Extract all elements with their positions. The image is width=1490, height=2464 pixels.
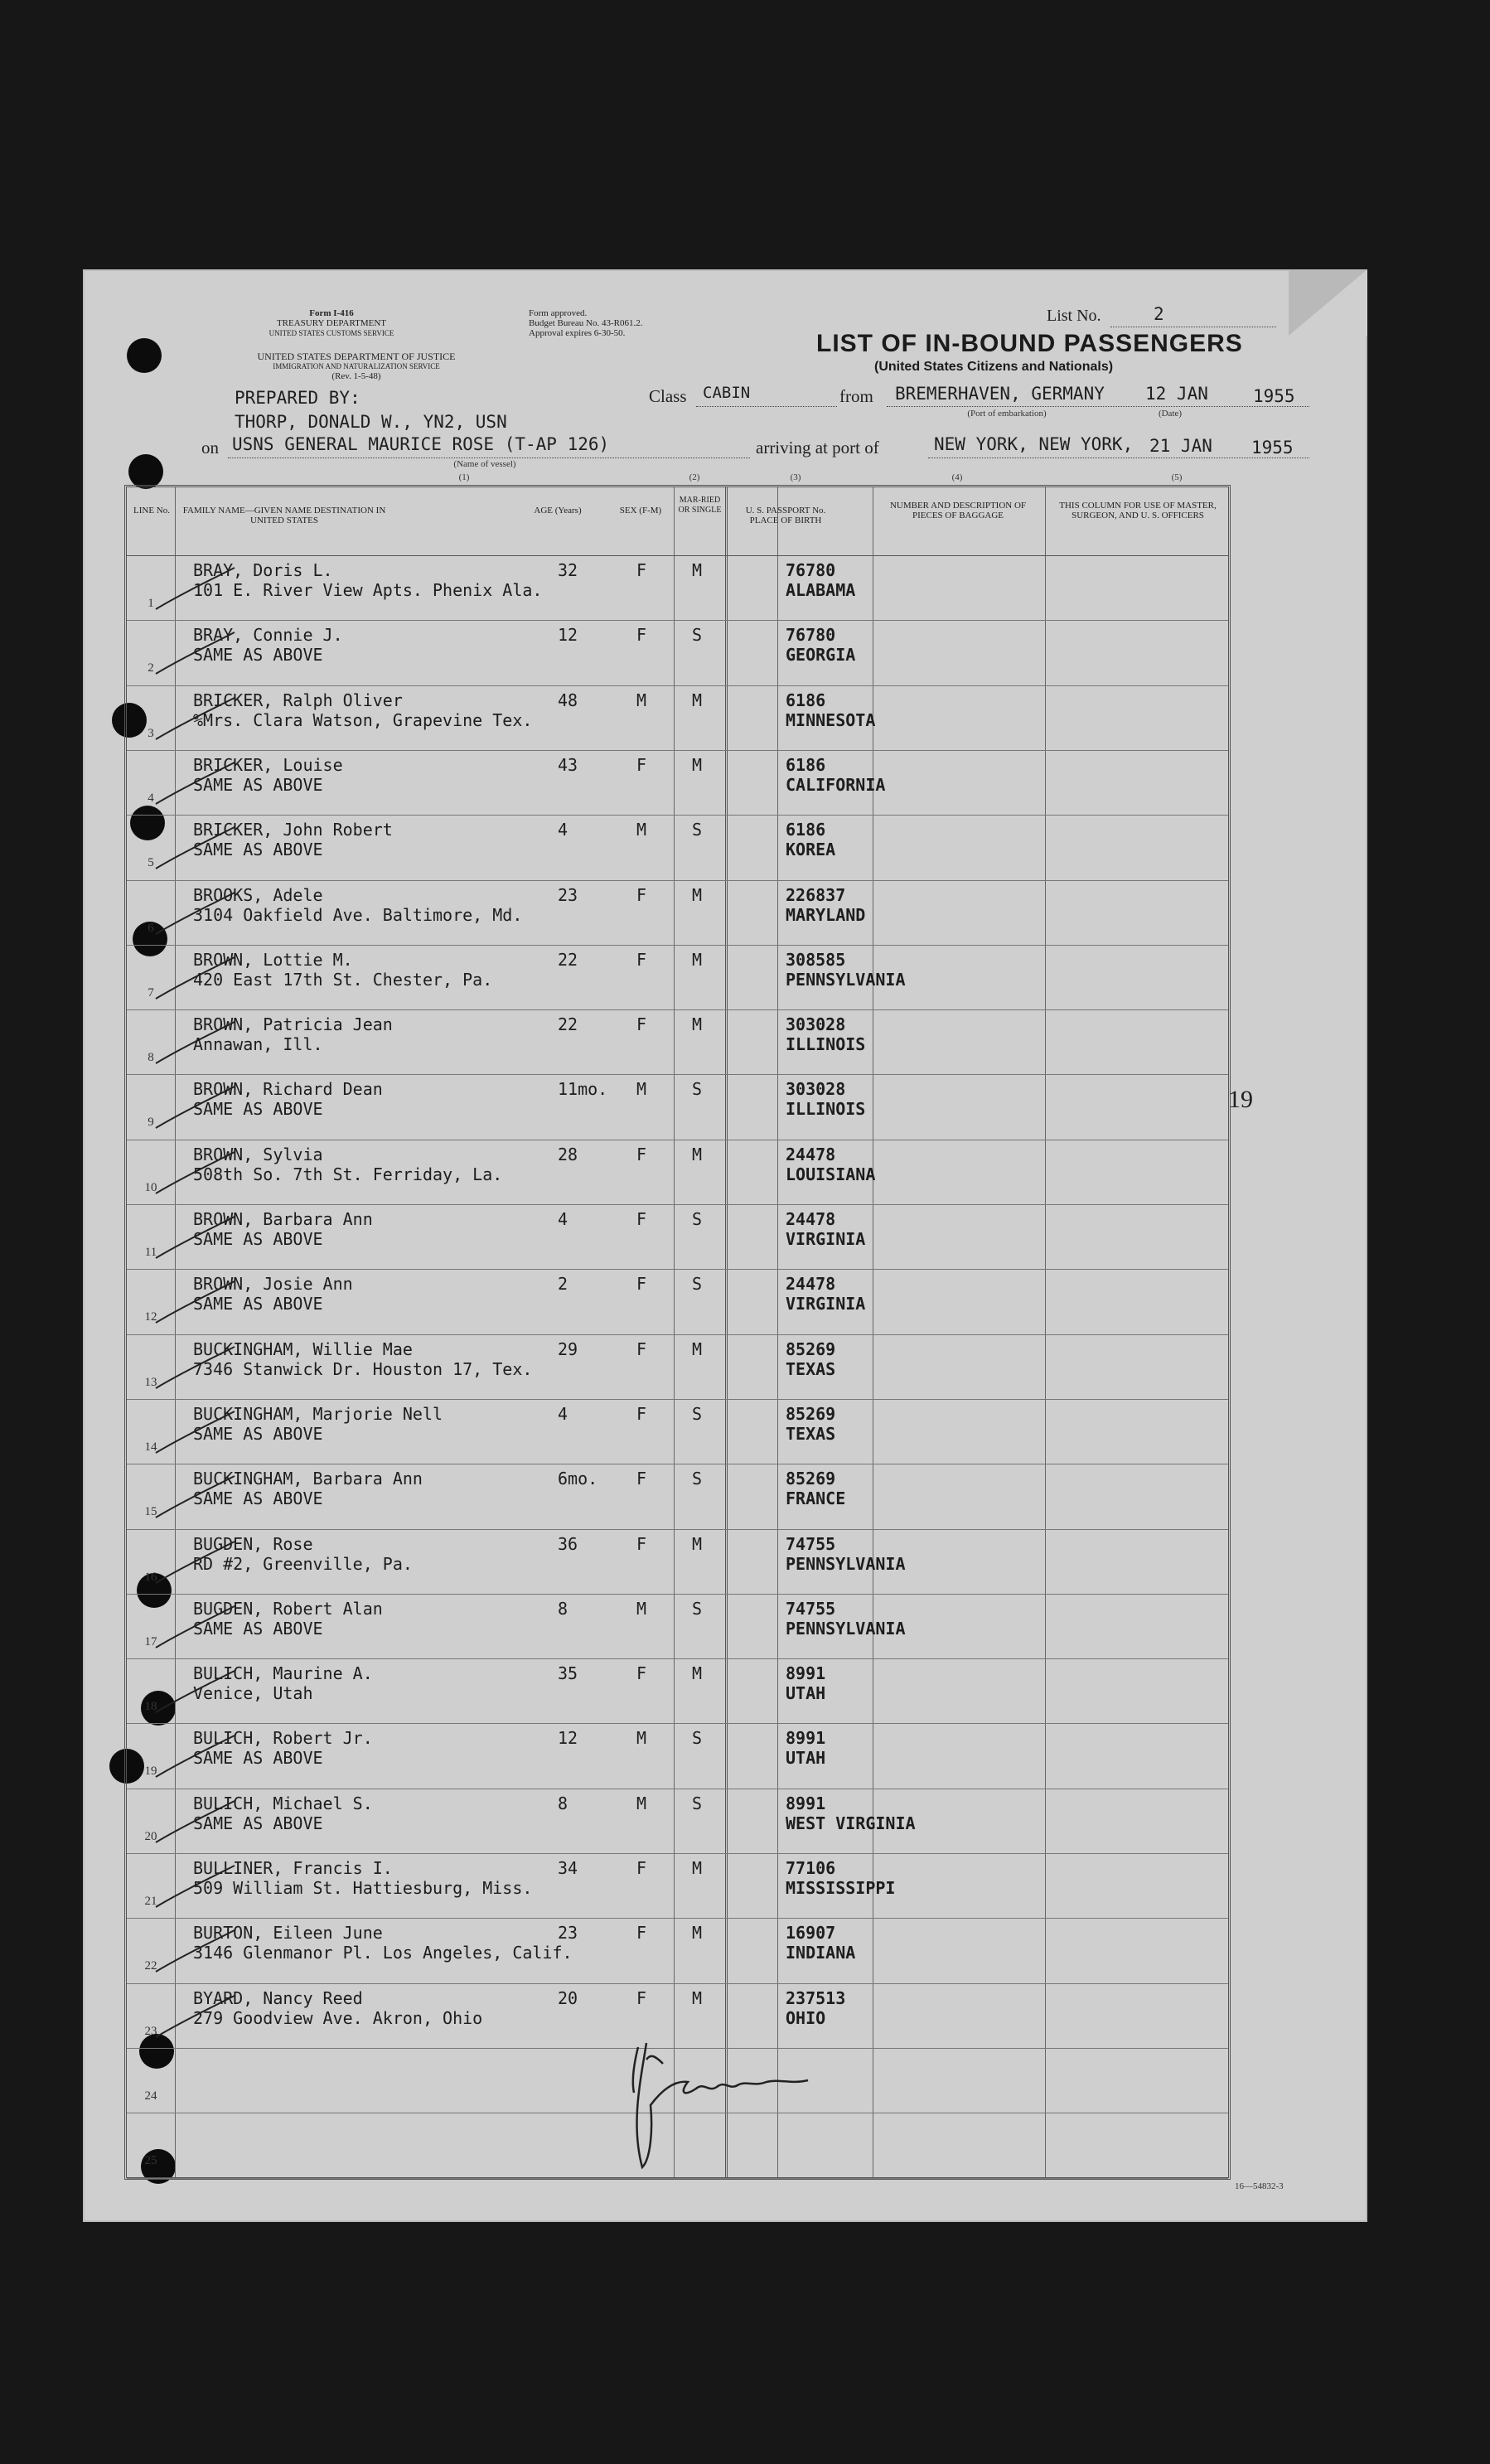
sex: M [636, 1728, 647, 1749]
age: 36 [558, 1533, 578, 1554]
row-divider [127, 750, 1228, 751]
place-of-birth: LOUISIANA [786, 1164, 876, 1184]
passenger-name: BULLINER, Francis I. [193, 1858, 393, 1878]
line-number: 16 [144, 1570, 157, 1584]
age: 23 [558, 1923, 578, 1944]
age: 43 [558, 754, 578, 775]
line-number: 23 [144, 2024, 157, 2038]
line-number: 12 [144, 1310, 157, 1324]
marital-status: M [692, 1338, 703, 1359]
check-mark [152, 628, 243, 678]
line-number: 20 [144, 1829, 157, 1843]
sex: F [636, 1533, 647, 1554]
line-number: 25 [144, 2154, 157, 2168]
marital-status: S [692, 625, 703, 646]
row-divider [127, 880, 1228, 881]
line-number: 13 [144, 1375, 157, 1389]
sex: F [636, 1014, 647, 1035]
form-header-left [249, 308, 414, 338]
date-caption: (Date) [1158, 409, 1183, 419]
place-of-birth: KOREA [786, 840, 836, 860]
passenger-name: BURTON, Eileen June [193, 1923, 383, 1944]
check-mark [152, 1602, 243, 1652]
destination: 101 E. River View Apts. Phenix Ala. [193, 580, 543, 600]
destination: SAME AS ABOVE [193, 1294, 323, 1314]
sex: F [636, 884, 647, 905]
marital-status: S [692, 1079, 703, 1100]
passenger-name: BULICH, Robert Jr. [193, 1728, 373, 1749]
marital-status: M [692, 884, 703, 905]
age: 12 [558, 625, 578, 646]
arrival-date: 21 JAN [1149, 436, 1212, 456]
sex: F [636, 1338, 647, 1359]
list-no-label: List No. [1047, 307, 1101, 325]
age: 8 [558, 1598, 568, 1619]
treasury-dept: TREASURY DEPARTMENT [276, 318, 387, 328]
approved-line3: Approval expires 6-30-50. [529, 328, 626, 338]
arrival-year: 1955 [1251, 438, 1294, 457]
check-mark [152, 953, 243, 1003]
destination: %Mrs. Clara Watson, Grapevine Tex. [193, 709, 533, 730]
place-of-birth: ILLINOIS [786, 1099, 866, 1120]
passenger-name: BUCKINGHAM, Marjorie Nell [193, 1403, 443, 1424]
passport-no: 76780 [786, 625, 836, 646]
place-of-birth: MARYLAND [786, 904, 866, 925]
check-mark [152, 1537, 243, 1587]
binder-hole [128, 454, 163, 489]
row-divider [127, 1074, 1228, 1075]
arrival-port: NEW YORK, NEW YORK, [934, 434, 1134, 454]
marital-status: M [692, 1014, 703, 1035]
sex: F [636, 1274, 647, 1295]
place-of-birth: GEORGIA [786, 645, 856, 666]
passenger-name: BROWN, Lottie M. [193, 949, 353, 970]
place-of-birth: MISSISSIPPI [786, 1878, 896, 1898]
vessel-name: USNS GENERAL MAURICE ROSE (T-AP 126) [232, 434, 610, 454]
passport-no: 74755 [786, 1533, 836, 1554]
passenger-name: BROWN, Richard Dean [193, 1079, 383, 1100]
line-number: 24 [144, 2089, 157, 2103]
passenger-name: BULICH, Michael S. [193, 1793, 373, 1813]
passport-no: 8991 [786, 1728, 826, 1749]
marital-status: M [692, 1858, 703, 1878]
check-mark [152, 564, 243, 613]
from-value: BREMERHAVEN, GERMANY [895, 384, 1105, 404]
destination: 279 Goodview Ave. Akron, Ohio [193, 2007, 483, 2028]
passenger-name: BUGDEN, Robert Alan [193, 1598, 383, 1619]
marital-status: M [692, 1533, 703, 1554]
class-underline [696, 406, 837, 407]
place-of-birth: INDIANA [786, 1943, 856, 1963]
sex: M [636, 1793, 647, 1813]
col-num-2: (2) [689, 472, 700, 482]
sex: F [636, 1209, 647, 1229]
age: 12 [558, 1728, 578, 1749]
row-divider [127, 1529, 1228, 1530]
check-mark [152, 694, 243, 743]
list-no-value: 2 [1154, 304, 1164, 324]
justice-dept: UNITED STATES DEPARTMENT OF JUSTICE [257, 351, 456, 362]
check-mark [152, 1731, 243, 1781]
row-divider [127, 1723, 1228, 1724]
line-number: 15 [144, 1505, 157, 1519]
age: 4 [558, 1209, 568, 1229]
age: 28 [558, 1144, 578, 1164]
passenger-name: BROOKS, Adele [193, 884, 323, 905]
col-header-officers: THIS COLUMN FOR USE OF MASTER, SURGEON, AND U. S. OFFICERS [1059, 501, 1217, 520]
marital-status: M [692, 949, 703, 970]
sex: F [636, 560, 647, 580]
approval-block [529, 308, 711, 338]
place-of-birth: WEST VIRGINIA [786, 1813, 916, 1833]
marital-status: S [692, 1209, 703, 1229]
passport-no: 24478 [786, 1209, 836, 1229]
passport-no: 16907 [786, 1923, 836, 1944]
place-of-birth: TEXAS [786, 1423, 836, 1444]
destination: 3146 Glenmanor Pl. Los Angeles, Calif. [193, 1943, 573, 1963]
place-of-birth: UTAH [786, 1683, 826, 1704]
destination: SAME AS ABOVE [193, 774, 323, 795]
row-divider [127, 1399, 1228, 1400]
passport-no: 24478 [786, 1274, 836, 1295]
destination: SAME AS ABOVE [193, 1489, 323, 1509]
row-divider [127, 1658, 1228, 1659]
sex: M [636, 1598, 647, 1619]
destination: SAME AS ABOVE [193, 1813, 323, 1833]
check-mark [152, 1343, 243, 1392]
age: 48 [558, 690, 578, 710]
page-corner-fold [1289, 269, 1367, 336]
approved-line1: Form approved. [529, 308, 588, 318]
place-of-birth: VIRGINIA [786, 1294, 866, 1314]
justice-header [191, 351, 522, 381]
marital-status: M [692, 1923, 703, 1944]
line-number: 7 [148, 985, 154, 1000]
approved-line2: Budget Bureau No. 43-R061.2. [529, 318, 643, 328]
destination: SAME AS ABOVE [193, 1618, 323, 1639]
age: 11mo. [558, 1079, 608, 1100]
marital-status: M [692, 1663, 703, 1684]
passenger-name: BRICKER, Louise [193, 754, 343, 775]
passenger-name: BUCKINGHAM, Willie Mae [193, 1338, 413, 1359]
check-mark [152, 1082, 243, 1132]
passenger-name: BUGDEN, Rose [193, 1533, 313, 1554]
place-of-birth: UTAH [786, 1748, 826, 1769]
col-divider [674, 487, 675, 2177]
vessel-caption: (Name of vessel) [453, 459, 516, 469]
age: 8 [558, 1793, 568, 1813]
destination: 3104 Oakfield Ave. Baltimore, Md. [193, 904, 523, 925]
row-divider [127, 2178, 1228, 2179]
check-mark [152, 758, 243, 808]
ins-service: IMMIGRATION AND NATURALIZATION SERVICE [273, 362, 440, 370]
destination: SAME AS ABOVE [193, 840, 323, 860]
marital-status: S [692, 1403, 703, 1424]
line-number: 21 [144, 1895, 157, 1908]
sex: F [636, 949, 647, 970]
form-number: Form I-416 [309, 308, 354, 318]
row-divider [127, 815, 1228, 816]
header-divider [127, 555, 1228, 556]
line-number: 1 [148, 597, 154, 610]
col-header-baggage: NUMBER AND DESCRIPTION OF PIECES OF BAGGAGE [889, 501, 1027, 520]
col-header-line: LINE No. [133, 506, 170, 516]
col-header-sex: SEX (F-M) [619, 506, 662, 516]
place-of-birth: ALABAMA [786, 580, 856, 600]
place-of-birth: PENNSYLVANIA [786, 969, 906, 990]
arrival-underline [928, 457, 1309, 458]
age: 22 [558, 949, 578, 970]
line-number: 10 [144, 1180, 157, 1194]
row-divider [127, 1009, 1228, 1010]
col-num-1: (1) [458, 472, 470, 482]
passenger-name: BYARD, Nancy Reed [193, 1987, 363, 2008]
vessel-underline [228, 457, 750, 458]
marital-status: M [692, 1144, 703, 1164]
sex: F [636, 1858, 647, 1878]
age: 6mo. [558, 1469, 598, 1489]
check-mark [152, 1797, 243, 1847]
passport-no: 8991 [786, 1663, 826, 1684]
line-number: 11 [144, 1246, 157, 1259]
passenger-name: BRICKER, John Robert [193, 820, 393, 840]
place-of-birth: PENNSYLVANIA [786, 1618, 906, 1639]
age: 2 [558, 1274, 568, 1295]
from-underline [887, 406, 1309, 407]
passport-no: 85269 [786, 1338, 836, 1359]
page-subtitle: (United States Citizens and Nationals) [874, 360, 1114, 374]
check-mark [152, 1667, 243, 1716]
row-divider [127, 945, 1228, 946]
col-header-name: FAMILY NAME—GIVEN NAME DESTINATION IN UNITED STATES [182, 506, 386, 525]
on-label: on [201, 438, 219, 457]
check-mark [152, 1213, 243, 1262]
age: 4 [558, 820, 568, 840]
passport-no: 308585 [786, 949, 846, 970]
passport-no: 74755 [786, 1598, 836, 1619]
age: 22 [558, 1014, 578, 1035]
check-mark [152, 1407, 243, 1457]
line-number: 3 [148, 726, 154, 740]
age: 4 [558, 1403, 568, 1424]
margin-note: 19 [1228, 1086, 1253, 1113]
age: 23 [558, 884, 578, 905]
age: 35 [558, 1663, 578, 1684]
passport-no: 76780 [786, 560, 836, 580]
sex: M [636, 1079, 647, 1100]
check-mark [152, 1861, 243, 1911]
passenger-name: BRAY, Connie J. [193, 625, 343, 646]
col-header-married: MAR-RIED OR SINGLE [678, 496, 722, 515]
destination: Annawan, Ill. [193, 1034, 323, 1055]
col-num-4: (4) [951, 472, 963, 482]
check-mark [152, 823, 243, 873]
col-divider [777, 487, 778, 2177]
marital-status: M [692, 690, 703, 710]
sex: F [636, 1923, 647, 1944]
destination: 420 East 17th St. Chester, Pa. [193, 969, 493, 990]
passenger-name: BUCKINGHAM, Barbara Ann [193, 1469, 423, 1489]
check-mark [152, 888, 243, 938]
age: 34 [558, 1858, 578, 1878]
passport-no: 6186 [786, 820, 826, 840]
port-embarkation-caption: (Port of embarkation) [967, 409, 1047, 419]
sex: M [636, 690, 647, 710]
passport-no: 303028 [786, 1079, 846, 1100]
check-mark [152, 1992, 243, 2041]
marital-status: S [692, 1793, 703, 1813]
destination: 509 William St. Hattiesburg, Miss. [193, 1878, 533, 1898]
marital-status: M [692, 754, 703, 775]
signature [613, 2031, 829, 2171]
place-of-birth: CALIFORNIA [786, 774, 886, 795]
sex: F [636, 1403, 647, 1424]
sex: M [636, 820, 647, 840]
check-mark [152, 1472, 243, 1522]
destination: RD #2, Greenville, Pa. [193, 1553, 413, 1574]
sex: F [636, 754, 647, 775]
line-number: 9 [148, 1116, 154, 1130]
arriving-label: arriving at port of [756, 438, 879, 457]
row-divider [127, 1853, 1228, 1854]
check-mark [152, 1926, 243, 1976]
passenger-name: BRICKER, Ralph Oliver [193, 690, 403, 710]
destination: 508th So. 7th St. Ferriday, La. [193, 1164, 503, 1184]
sex: F [636, 625, 647, 646]
marital-status: S [692, 1598, 703, 1619]
marital-status: S [692, 1274, 703, 1295]
col-header-passport: U. S. PASSPORT No. PLACE OF BIRTH [745, 506, 826, 525]
place-of-birth: PENNSYLVANIA [786, 1553, 906, 1574]
line-number: 18 [144, 1700, 157, 1714]
row-divider [127, 1334, 1228, 1335]
destination: 7346 Stanwick Dr. Houston 17, Tex. [193, 1358, 533, 1379]
passenger-name: BROWN, Patricia Jean [193, 1014, 393, 1035]
class-value: CABIN [703, 384, 751, 402]
line-number: 6 [148, 921, 154, 935]
line-number: 14 [144, 1440, 157, 1454]
destination: SAME AS ABOVE [193, 1099, 323, 1120]
passport-no: 303028 [786, 1014, 846, 1035]
passport-no: 226837 [786, 884, 846, 905]
passenger-name: BULICH, Maurine A. [193, 1663, 373, 1684]
passport-no: 237513 [786, 1987, 846, 2008]
check-mark [152, 1277, 243, 1327]
sex: F [636, 1987, 647, 2008]
customs-service: UNITED STATES CUSTOMS SERVICE [268, 329, 394, 337]
passenger-name: BRAY, Doris L. [193, 560, 333, 580]
destination: SAME AS ABOVE [193, 645, 323, 666]
passport-no: 24478 [786, 1144, 836, 1164]
destination: SAME AS ABOVE [193, 1229, 323, 1249]
binder-hole [127, 338, 162, 373]
page-title: LIST OF IN-BOUND PASSENGERS [816, 330, 1243, 357]
col-num-5: (5) [1171, 472, 1183, 482]
line-number: 2 [148, 661, 154, 675]
check-mark [152, 1018, 243, 1067]
revision: (Rev. 1-5-48) [331, 371, 381, 381]
passenger-name: BROWN, Josie Ann [193, 1274, 353, 1295]
destination: Venice, Utah [193, 1683, 313, 1704]
from-date: 12 JAN [1145, 384, 1208, 404]
row-divider [127, 1983, 1228, 1984]
age: 29 [558, 1338, 578, 1359]
place-of-birth: FRANCE [786, 1489, 846, 1509]
passport-no: 77106 [786, 1858, 836, 1878]
passport-no: 6186 [786, 690, 826, 710]
marital-status: M [692, 560, 703, 580]
prepared-by-value: THORP, DONALD W., YN2, USN [235, 412, 507, 432]
place-of-birth: VIRGINIA [786, 1229, 866, 1249]
line-number: 22 [144, 1959, 157, 1973]
age: 20 [558, 1987, 578, 2008]
place-of-birth: TEXAS [786, 1358, 836, 1379]
passport-no: 85269 [786, 1469, 836, 1489]
row-divider [127, 620, 1228, 621]
col-divider [1045, 487, 1046, 2177]
place-of-birth: MINNESOTA [786, 709, 876, 730]
prepared-by-label: PREPARED BY: [235, 388, 360, 408]
col-header-age: AGE (Years) [534, 506, 582, 516]
marital-status: S [692, 1728, 703, 1749]
passport-no: 6186 [786, 754, 826, 775]
row-divider [127, 685, 1228, 686]
class-label: Class [649, 386, 687, 406]
row-divider [127, 1918, 1228, 1919]
place-of-birth: ILLINOIS [786, 1034, 866, 1055]
col-divider [725, 487, 728, 2177]
from-label: from [839, 386, 873, 406]
check-mark [152, 1148, 243, 1198]
row-divider [127, 1204, 1228, 1205]
sex: F [636, 1663, 647, 1684]
destination: SAME AS ABOVE [193, 1423, 323, 1444]
sex: F [636, 1144, 647, 1164]
place-of-birth: OHIO [786, 2007, 826, 2028]
line-number: 17 [144, 1634, 157, 1648]
line-number: 4 [148, 791, 154, 805]
passenger-name: BROWN, Barbara Ann [193, 1209, 373, 1229]
line-number: 19 [144, 1764, 157, 1779]
destination: SAME AS ABOVE [193, 1748, 323, 1769]
passenger-name: BROWN, Sylvia [193, 1144, 323, 1164]
marital-status: S [692, 820, 703, 840]
col-num-3: (3) [790, 472, 801, 482]
passport-no: 85269 [786, 1403, 836, 1424]
line-number: 8 [148, 1051, 154, 1065]
from-year: 1955 [1253, 386, 1295, 406]
marital-status: M [692, 1987, 703, 2008]
line-number: 5 [148, 856, 154, 870]
marital-status: S [692, 1469, 703, 1489]
passenger-table [124, 485, 1231, 2180]
row-divider [127, 1594, 1228, 1595]
form-footer-code: 16—54832-3 [1235, 2181, 1284, 2191]
passport-no: 8991 [786, 1793, 826, 1813]
age: 32 [558, 560, 578, 580]
sex: F [636, 1469, 647, 1489]
row-divider [127, 1269, 1228, 1270]
